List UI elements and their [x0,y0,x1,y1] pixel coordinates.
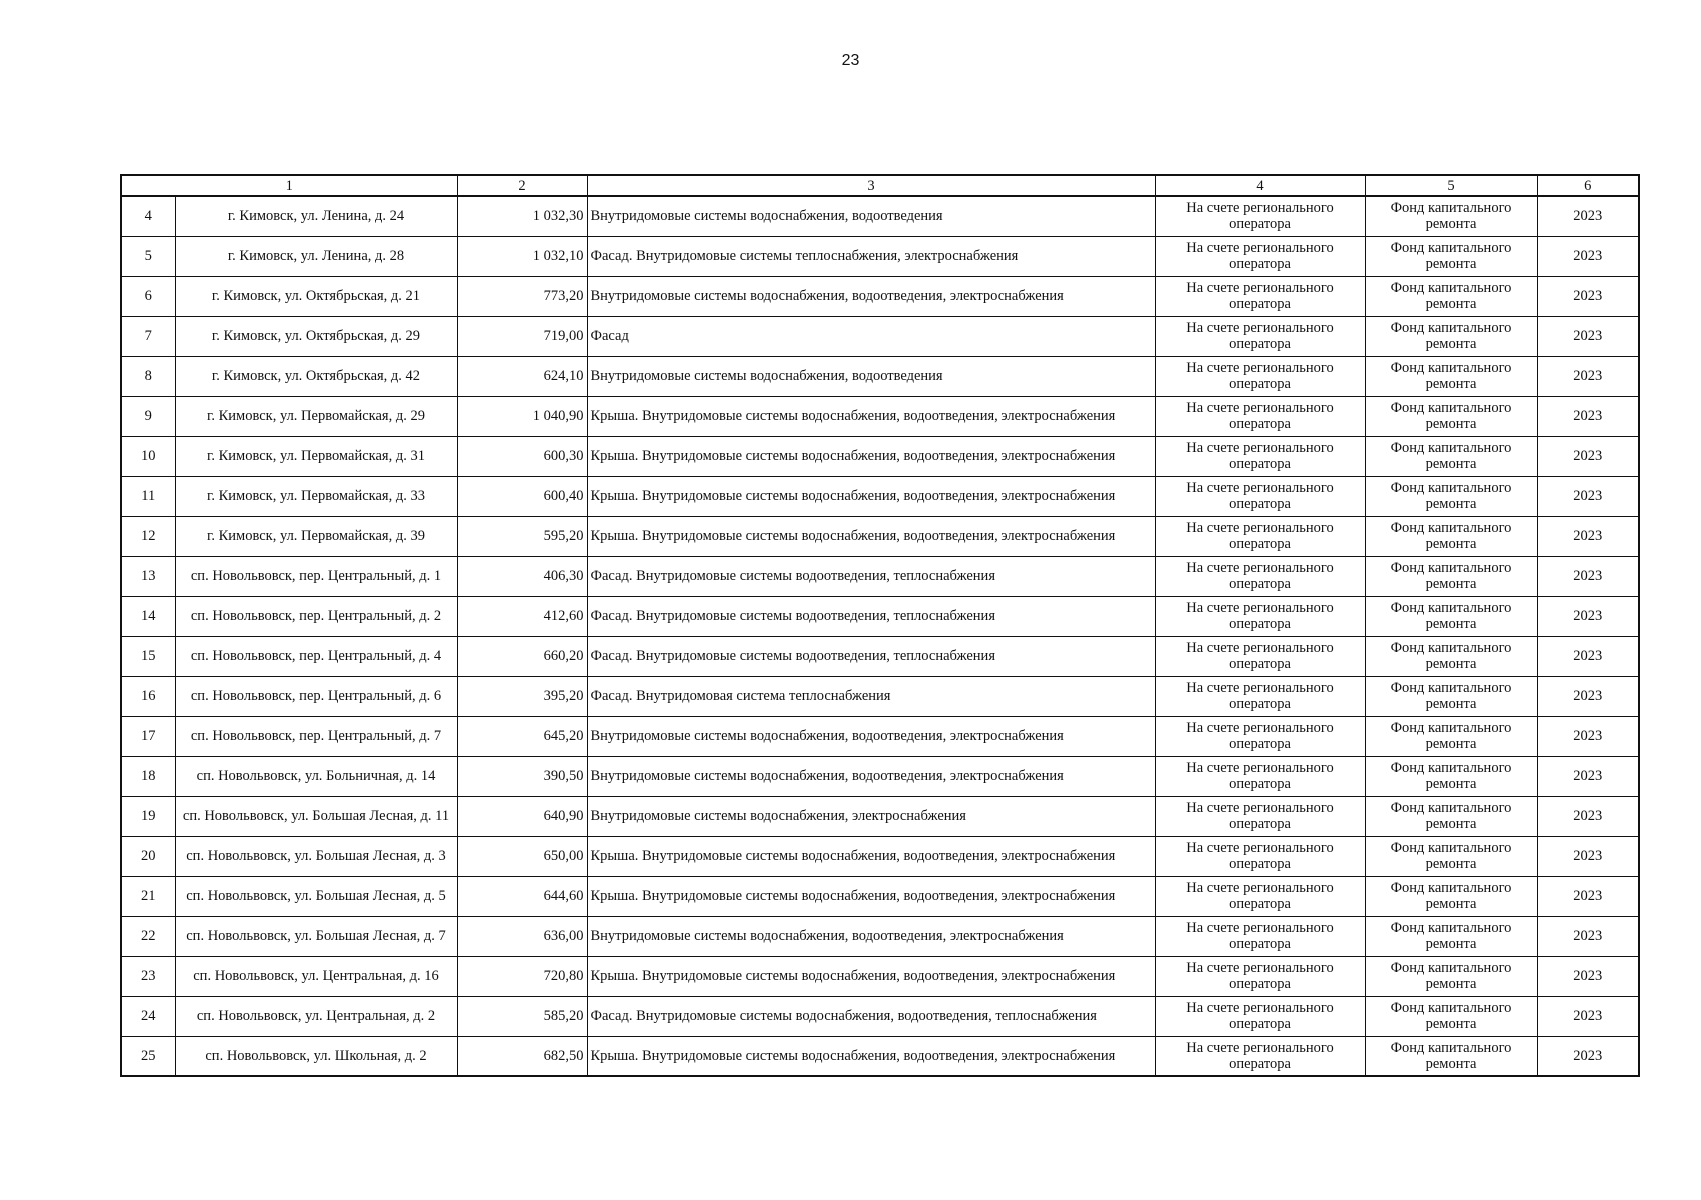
works-cell: Фасад. Внутридомовая система теплоснабжения [587,676,1155,716]
row-number: 4 [121,196,175,236]
table-row [121,716,1639,756]
works-cell: Внутридомовые системы водоснабжения, электроснабжения [587,796,1155,836]
area-cell: 720,80 [457,956,587,996]
area-cell: 645,20 [457,716,587,756]
fund-cell: Фонд капитального ремонта [1365,876,1537,916]
year-cell: 2023 [1537,716,1639,756]
account-cell: На счете регионального оператора [1155,396,1365,436]
table-row [121,396,1639,436]
year-cell: 2023 [1537,236,1639,276]
account-cell: На счете регионального оператора [1155,756,1365,796]
account-cell: На счете регионального оператора [1155,916,1365,956]
works-cell: Фасад. Внутридомовые системы теплоснабжения, электроснабжения [587,236,1155,276]
table-row [121,996,1639,1036]
address-cell: г. Кимовск, ул. Октябрьская, д. 29 [175,316,457,356]
row-number: 18 [121,756,175,796]
table-row [121,916,1639,956]
fund-cell: Фонд капитального ремонта [1365,756,1537,796]
address-cell: сп. Новольвовск, ул. Большая Лесная, д. 3 [175,836,457,876]
column-header-4: 4 [1155,175,1365,196]
fund-cell: Фонд капитального ремонта [1365,356,1537,396]
year-cell: 2023 [1537,396,1639,436]
year-cell: 2023 [1537,516,1639,556]
fund-cell: Фонд капитального ремонта [1365,276,1537,316]
works-cell: Крыша. Внутридомовые системы водоснабжения, водоотведения, электроснабжения [587,396,1155,436]
row-number: 13 [121,556,175,596]
row-number: 7 [121,316,175,356]
row-number: 16 [121,676,175,716]
year-cell: 2023 [1537,596,1639,636]
row-number: 25 [121,1036,175,1076]
row-number: 24 [121,996,175,1036]
column-header-1: 1 [121,175,457,196]
address-cell: сп. Новольвовск, ул. Центральная, д. 16 [175,956,457,996]
table-row [121,516,1639,556]
account-cell: На счете регионального оператора [1155,556,1365,596]
works-cell: Крыша. Внутридомовые системы водоснабжения, водоотведения, электроснабжения [587,436,1155,476]
address-cell: сп. Новольвовск, ул. Большая Лесная, д. 11 [175,796,457,836]
address-cell: сп. Новольвовск, пер. Центральный, д. 2 [175,596,457,636]
row-number: 22 [121,916,175,956]
year-cell: 2023 [1537,636,1639,676]
area-cell: 585,20 [457,996,587,1036]
area-cell: 406,30 [457,556,587,596]
row-number: 8 [121,356,175,396]
address-cell: сп. Новольвовск, ул. Центральная, д. 2 [175,996,457,1036]
table-row [121,356,1639,396]
year-cell: 2023 [1537,436,1639,476]
year-cell: 2023 [1537,836,1639,876]
repair-schedule-table [120,174,1640,1077]
fund-cell: Фонд капитального ремонта [1365,956,1537,996]
address-cell: сп. Новольвовск, пер. Центральный, д. 4 [175,636,457,676]
table-row [121,636,1639,676]
row-number: 23 [121,956,175,996]
account-cell: На счете регионального оператора [1155,996,1365,1036]
table-row [121,676,1639,716]
fund-cell: Фонд капитального ремонта [1365,996,1537,1036]
column-header-3: 3 [587,175,1155,196]
works-cell: Внутридомовые системы водоснабжения, водоотведения, электроснабжения [587,756,1155,796]
works-cell: Крыша. Внутридомовые системы водоснабжения, водоотведения, электроснабжения [587,516,1155,556]
works-cell: Фасад. Внутридомовые системы водоотведения, теплоснабжения [587,636,1155,676]
works-cell: Внутридомовые системы водоснабжения, водоотведения, электроснабжения [587,916,1155,956]
account-cell: На счете регионального оператора [1155,236,1365,276]
year-cell: 2023 [1537,356,1639,396]
table-row [121,476,1639,516]
fund-cell: Фонд капитального ремонта [1365,676,1537,716]
area-cell: 644,60 [457,876,587,916]
area-cell: 1 040,90 [457,396,587,436]
works-cell: Внутридомовые системы водоснабжения, водоотведения, электроснабжения [587,716,1155,756]
account-cell: На счете регионального оператора [1155,316,1365,356]
row-number: 10 [121,436,175,476]
fund-cell: Фонд капитального ремонта [1365,396,1537,436]
works-cell: Фасад. Внутридомовые системы водоотведения, теплоснабжения [587,596,1155,636]
year-cell: 2023 [1537,756,1639,796]
year-cell: 2023 [1537,196,1639,236]
row-number: 5 [121,236,175,276]
year-cell: 2023 [1537,276,1639,316]
address-cell: сп. Новольвовск, ул. Больничная, д. 14 [175,756,457,796]
area-cell: 682,50 [457,1036,587,1076]
works-cell: Фасад. Внутридомовые системы водоснабжения, водоотведения, теплоснабжения [587,996,1155,1036]
address-cell: г. Кимовск, ул. Ленина, д. 28 [175,236,457,276]
area-cell: 395,20 [457,676,587,716]
works-cell: Внутридомовые системы водоснабжения, водоотведения [587,356,1155,396]
row-number: 6 [121,276,175,316]
table-row [121,796,1639,836]
area-cell: 640,90 [457,796,587,836]
table-row [121,316,1639,356]
row-number: 19 [121,796,175,836]
account-cell: На счете регионального оператора [1155,276,1365,316]
account-cell: На счете регионального оператора [1155,676,1365,716]
account-cell: На счете регионального оператора [1155,796,1365,836]
works-cell: Крыша. Внутридомовые системы водоснабжения, водоотведения, электроснабжения [587,956,1155,996]
column-header-5: 5 [1365,175,1537,196]
row-number: 20 [121,836,175,876]
area-cell: 636,00 [457,916,587,956]
address-cell: сп. Новольвовск, ул. Большая Лесная, д. 5 [175,876,457,916]
area-cell: 1 032,30 [457,196,587,236]
area-cell: 650,00 [457,836,587,876]
fund-cell: Фонд капитального ремонта [1365,836,1537,876]
table-row [121,756,1639,796]
row-number: 15 [121,636,175,676]
works-cell: Крыша. Внутридомовые системы водоснабжения, водоотведения, электроснабжения [587,1036,1155,1076]
year-cell: 2023 [1537,956,1639,996]
account-cell: На счете регионального оператора [1155,956,1365,996]
column-header-2: 2 [457,175,587,196]
address-cell: г. Кимовск, ул. Первомайская, д. 31 [175,436,457,476]
account-cell: На счете регионального оператора [1155,356,1365,396]
table-row [121,836,1639,876]
area-cell: 773,20 [457,276,587,316]
account-cell: На счете регионального оператора [1155,1036,1365,1076]
fund-cell: Фонд капитального ремонта [1365,716,1537,756]
works-cell: Крыша. Внутридомовые системы водоснабжения, водоотведения, электроснабжения [587,876,1155,916]
address-cell: г. Кимовск, ул. Ленина, д. 24 [175,196,457,236]
year-cell: 2023 [1537,556,1639,596]
table-row [121,556,1639,596]
address-cell: сп. Новольвовск, пер. Центральный, д. 6 [175,676,457,716]
year-cell: 2023 [1537,876,1639,916]
address-cell: сп. Новольвовск, пер. Центральный, д. 1 [175,556,457,596]
fund-cell: Фонд капитального ремонта [1365,596,1537,636]
table-row [121,876,1639,916]
row-number: 17 [121,716,175,756]
table-row [121,276,1639,316]
account-cell: На счете регионального оператора [1155,876,1365,916]
account-cell: На счете регионального оператора [1155,516,1365,556]
fund-cell: Фонд капитального ремонта [1365,476,1537,516]
address-cell: г. Кимовск, ул. Октябрьская, д. 21 [175,276,457,316]
fund-cell: Фонд капитального ремонта [1365,556,1537,596]
fund-cell: Фонд капитального ремонта [1365,636,1537,676]
area-cell: 624,10 [457,356,587,396]
year-cell: 2023 [1537,1036,1639,1076]
works-cell: Внутридомовые системы водоснабжения, водоотведения, электроснабжения [587,276,1155,316]
area-cell: 600,30 [457,436,587,476]
year-cell: 2023 [1537,796,1639,836]
year-cell: 2023 [1537,676,1639,716]
fund-cell: Фонд капитального ремонта [1365,436,1537,476]
fund-cell: Фонд капитального ремонта [1365,196,1537,236]
works-cell: Фасад [587,316,1155,356]
account-cell: На счете регионального оператора [1155,716,1365,756]
area-cell: 390,50 [457,756,587,796]
year-cell: 2023 [1537,996,1639,1036]
address-cell: г. Кимовск, ул. Первомайская, д. 33 [175,476,457,516]
works-cell: Фасад. Внутридомовые системы водоотведения, теплоснабжения [587,556,1155,596]
table-row [121,236,1639,276]
row-number: 12 [121,516,175,556]
row-number: 14 [121,596,175,636]
table-row [121,956,1639,996]
area-cell: 1 032,10 [457,236,587,276]
fund-cell: Фонд капитального ремонта [1365,236,1537,276]
works-cell: Крыша. Внутридомовые системы водоснабжения, водоотведения, электроснабжения [587,836,1155,876]
row-number: 9 [121,396,175,436]
area-cell: 595,20 [457,516,587,556]
year-cell: 2023 [1537,916,1639,956]
area-cell: 660,20 [457,636,587,676]
address-cell: сп. Новольвовск, ул. Большая Лесная, д. 7 [175,916,457,956]
column-number-row [121,175,1639,196]
works-cell: Крыша. Внутридомовые системы водоснабжения, водоотведения, электроснабжения [587,476,1155,516]
account-cell: На счете регионального оператора [1155,436,1365,476]
account-cell: На счете регионального оператора [1155,196,1365,236]
works-cell: Внутридомовые системы водоснабжения, водоотведения [587,196,1155,236]
table-row [121,1036,1639,1076]
year-cell: 2023 [1537,476,1639,516]
address-cell: г. Кимовск, ул. Первомайская, д. 29 [175,396,457,436]
table-row [121,436,1639,476]
row-number: 21 [121,876,175,916]
address-cell: г. Кимовск, ул. Первомайская, д. 39 [175,516,457,556]
address-cell: сп. Новольвовск, пер. Центральный, д. 7 [175,716,457,756]
address-cell: г. Кимовск, ул. Октябрьская, д. 42 [175,356,457,396]
account-cell: На счете регионального оператора [1155,596,1365,636]
table-body [121,196,1639,1076]
table-row [121,596,1639,636]
year-cell: 2023 [1537,316,1639,356]
row-number: 11 [121,476,175,516]
account-cell: На счете регионального оператора [1155,636,1365,676]
fund-cell: Фонд капитального ремонта [1365,1036,1537,1076]
column-header-6: 6 [1537,175,1639,196]
fund-cell: Фонд капитального ремонта [1365,796,1537,836]
table-row [121,196,1639,236]
fund-cell: Фонд капитального ремонта [1365,916,1537,956]
account-cell: На счете регионального оператора [1155,836,1365,876]
fund-cell: Фонд капитального ремонта [1365,316,1537,356]
account-cell: На счете регионального оператора [1155,476,1365,516]
area-cell: 412,60 [457,596,587,636]
address-cell: сп. Новольвовск, ул. Школьная, д. 2 [175,1036,457,1076]
table-header [121,175,1639,196]
area-cell: 600,40 [457,476,587,516]
page-number: 23 [841,52,860,69]
area-cell: 719,00 [457,316,587,356]
fund-cell: Фонд капитального ремонта [1365,516,1537,556]
